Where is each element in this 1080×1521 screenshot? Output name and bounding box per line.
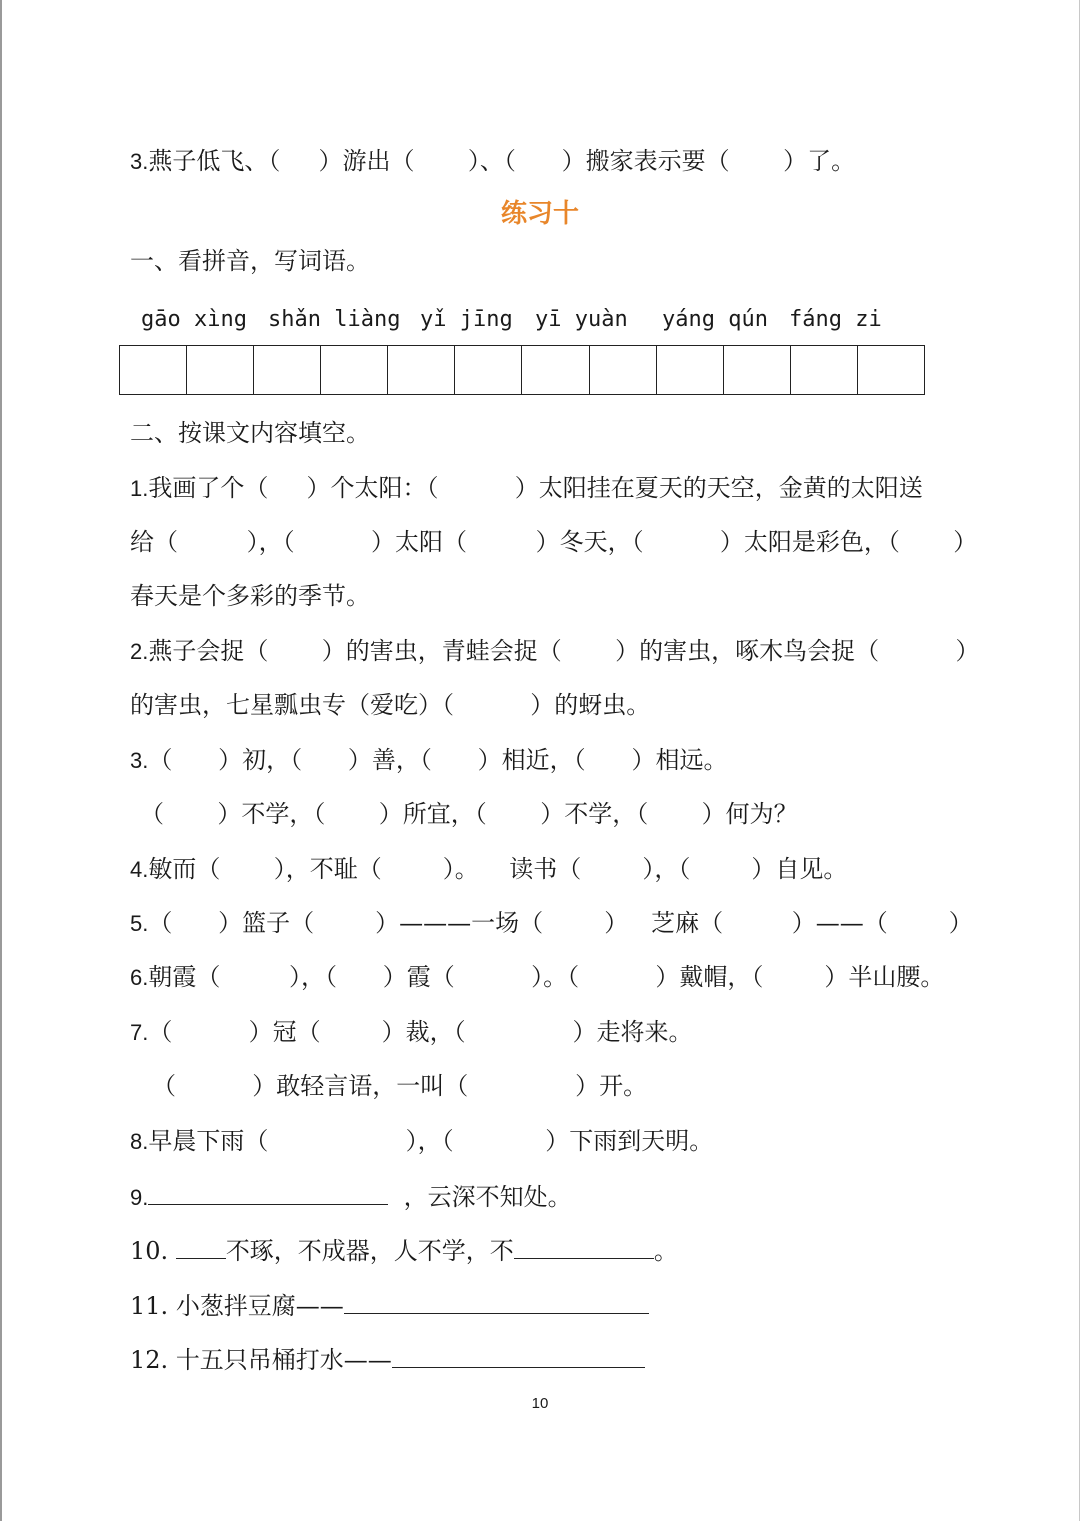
pinyin-6: fáng zi bbox=[789, 307, 882, 332]
question-7-line-2: （ ）敢轻言语，一叫（ ）开。 bbox=[152, 1072, 648, 1100]
writing-cell[interactable] bbox=[791, 346, 858, 394]
answer-blank[interactable] bbox=[344, 1287, 649, 1314]
question-1-line-3: 春天是个多彩的季节。 bbox=[130, 582, 370, 610]
writing-cell[interactable] bbox=[120, 346, 187, 394]
writing-cell[interactable] bbox=[321, 346, 388, 394]
pinyin-4: yī yuàn bbox=[535, 307, 628, 332]
pinyin-1: gāo xìng bbox=[141, 307, 247, 332]
question-2-line-1: 2.燕子会捉（ ）的害虫，青蛙会捉（ ）的害虫，啄木鸟会捉（ ） bbox=[130, 637, 980, 665]
question-7-line-1: 7.（ ）冠（ ）裁，（ ）走将来。 bbox=[130, 1018, 693, 1046]
writing-cell[interactable] bbox=[724, 346, 791, 394]
answer-blank[interactable] bbox=[176, 1232, 226, 1259]
writing-grid bbox=[119, 345, 925, 395]
pinyin-5: yáng qún bbox=[662, 307, 768, 332]
question-5: 5.（ ）篮子（ ）———一场（ ） 芝麻（ ）——（ ） bbox=[130, 909, 973, 937]
pinyin-row bbox=[0, 303, 1080, 337]
question-1-line-1: 1.我画了个（ ）个太阳：（ ）太阳挂在夏天的天空，金黄的太阳送 bbox=[130, 474, 923, 502]
answer-blank[interactable] bbox=[514, 1232, 654, 1259]
writing-cell[interactable] bbox=[254, 346, 321, 394]
writing-cell[interactable] bbox=[590, 346, 657, 394]
writing-cell[interactable] bbox=[388, 346, 455, 394]
section2-heading: 二、按课文内容填空。 bbox=[130, 419, 370, 447]
question-2-line-2: 的害虫，七星瓢虫专（爱吃）（ ）的蚜虫。 bbox=[130, 691, 651, 719]
question-4: 4.敏而（ ），不耻（ ）。 读书（ ），（ ）自见。 bbox=[130, 855, 848, 883]
writing-cell[interactable] bbox=[522, 346, 589, 394]
pinyin-3: yǐ jīng bbox=[420, 307, 513, 332]
writing-cell[interactable] bbox=[187, 346, 254, 394]
question-8: 8.早晨下雨（ ），（ ）下雨到天明。 bbox=[130, 1127, 714, 1155]
question-12: 12. 十五只吊桶打水—— bbox=[130, 1341, 645, 1377]
question-11: 11. 小葱拌豆腐—— bbox=[130, 1287, 649, 1323]
writing-cell[interactable] bbox=[858, 346, 924, 394]
writing-cell[interactable] bbox=[455, 346, 522, 394]
pinyin-2: shǎn liàng bbox=[268, 307, 401, 332]
answer-blank[interactable] bbox=[392, 1341, 645, 1368]
question-6: 6.朝霞（ ），（ ）霞（ ）。（ ）戴帽，（ ）半山腰。 bbox=[130, 963, 945, 991]
question-9: 9. ，云深不知处。 bbox=[130, 1178, 572, 1215]
previous-question-3: 3.燕子低飞、（ ）游出（ ）、（ ）搬家表示要（ ）了。 bbox=[130, 147, 856, 175]
section1-heading: 一、看拼音，写词语。 bbox=[130, 247, 370, 275]
question-3-line-2: （ ）不学，（ ）所宜，（ ）不学，（ ）何为？ bbox=[140, 800, 798, 828]
question-10: 10. 不琢，不成器，人不学，不 。 bbox=[130, 1232, 678, 1268]
page-number: 10 bbox=[531, 1395, 549, 1412]
question-3-line-1: 3.（ ）初，（ ）善，（ ）相近，（ ）相远。 bbox=[130, 746, 728, 774]
question-1-line-2: 给（ ），（ ）太阳（ ）冬天，（ ）太阳是彩色，（ ） bbox=[130, 528, 978, 556]
answer-blank[interactable] bbox=[148, 1178, 388, 1205]
writing-cell[interactable] bbox=[657, 346, 724, 394]
exercise-title: 练习十 bbox=[500, 199, 579, 229]
